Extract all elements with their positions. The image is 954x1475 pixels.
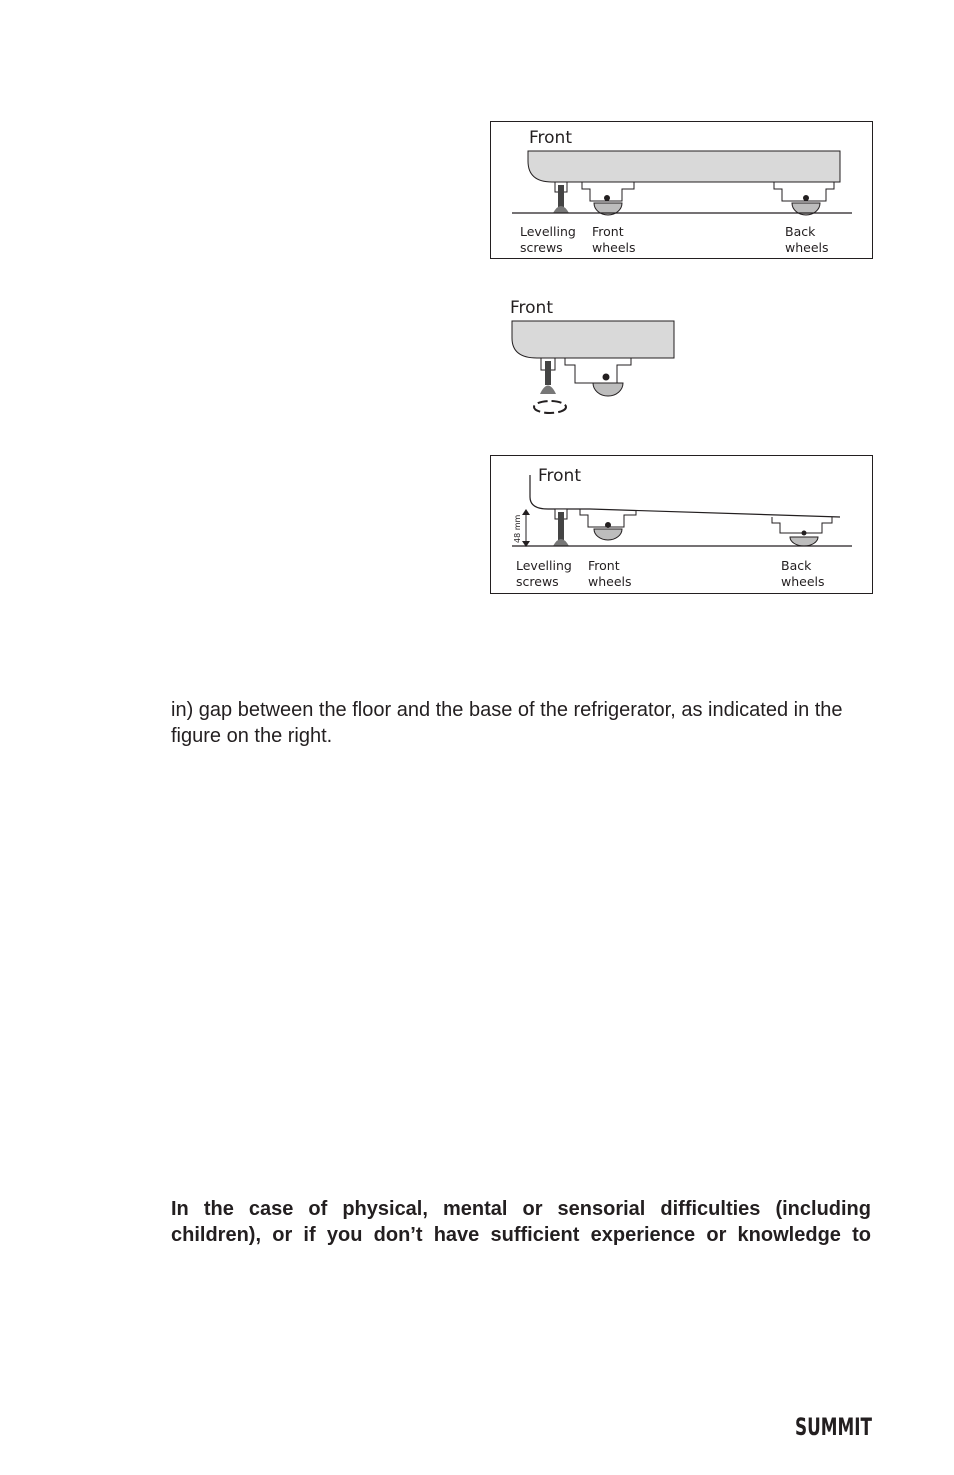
rotate-arrow-icon: [534, 401, 566, 413]
front-wheels-label: Front: [588, 558, 620, 573]
back-wheels-label: Back: [785, 224, 816, 239]
front-wheels-label-2: wheels: [588, 574, 632, 589]
front-wheels-label: Front: [592, 224, 624, 239]
levelling-label: Levelling: [516, 558, 572, 573]
svg-text:SUMMIT: SUMMIT: [795, 1413, 873, 1441]
body-paragraph: in) gap between the floor and the base of the refrigerator, as indicated in the figure on the right.: [171, 699, 843, 747]
figure-floor-gap: [490, 455, 874, 595]
front-wheels-label-2: wheels: [592, 240, 636, 255]
front-label-3: Front: [538, 466, 581, 486]
screw-foot: [540, 386, 556, 395]
front-label: Front: [529, 128, 572, 148]
front-label-2: Front: [510, 298, 553, 318]
cabinet-base: [528, 151, 840, 182]
back-wheels-label: Back: [781, 558, 812, 573]
figure-fridge-base-wheels: [490, 121, 874, 260]
summit-logo: [795, 1410, 873, 1445]
figure-adjust-screw: [505, 293, 685, 423]
levelling-label: Levelling: [520, 224, 576, 239]
warning-paragraph: In the case of physical, mental or sensorial difficulties (including children), or if you don’t have sufficient experience or knowledge to: [171, 1198, 871, 1246]
back-wheels-label-2: wheels: [785, 240, 829, 255]
front-wheel: [593, 383, 623, 396]
back-wheels-label-2: wheels: [781, 574, 825, 589]
cabinet-base: [512, 321, 674, 358]
levelling-screw: [545, 361, 551, 385]
front-wheel-bracket: [565, 358, 631, 383]
screws-label: screws: [520, 240, 563, 255]
gap-dimension: 48 mm: [513, 514, 522, 543]
levelling-screw: [558, 185, 564, 207]
screws-label: screws: [516, 574, 559, 589]
levelling-screw: [558, 512, 564, 540]
